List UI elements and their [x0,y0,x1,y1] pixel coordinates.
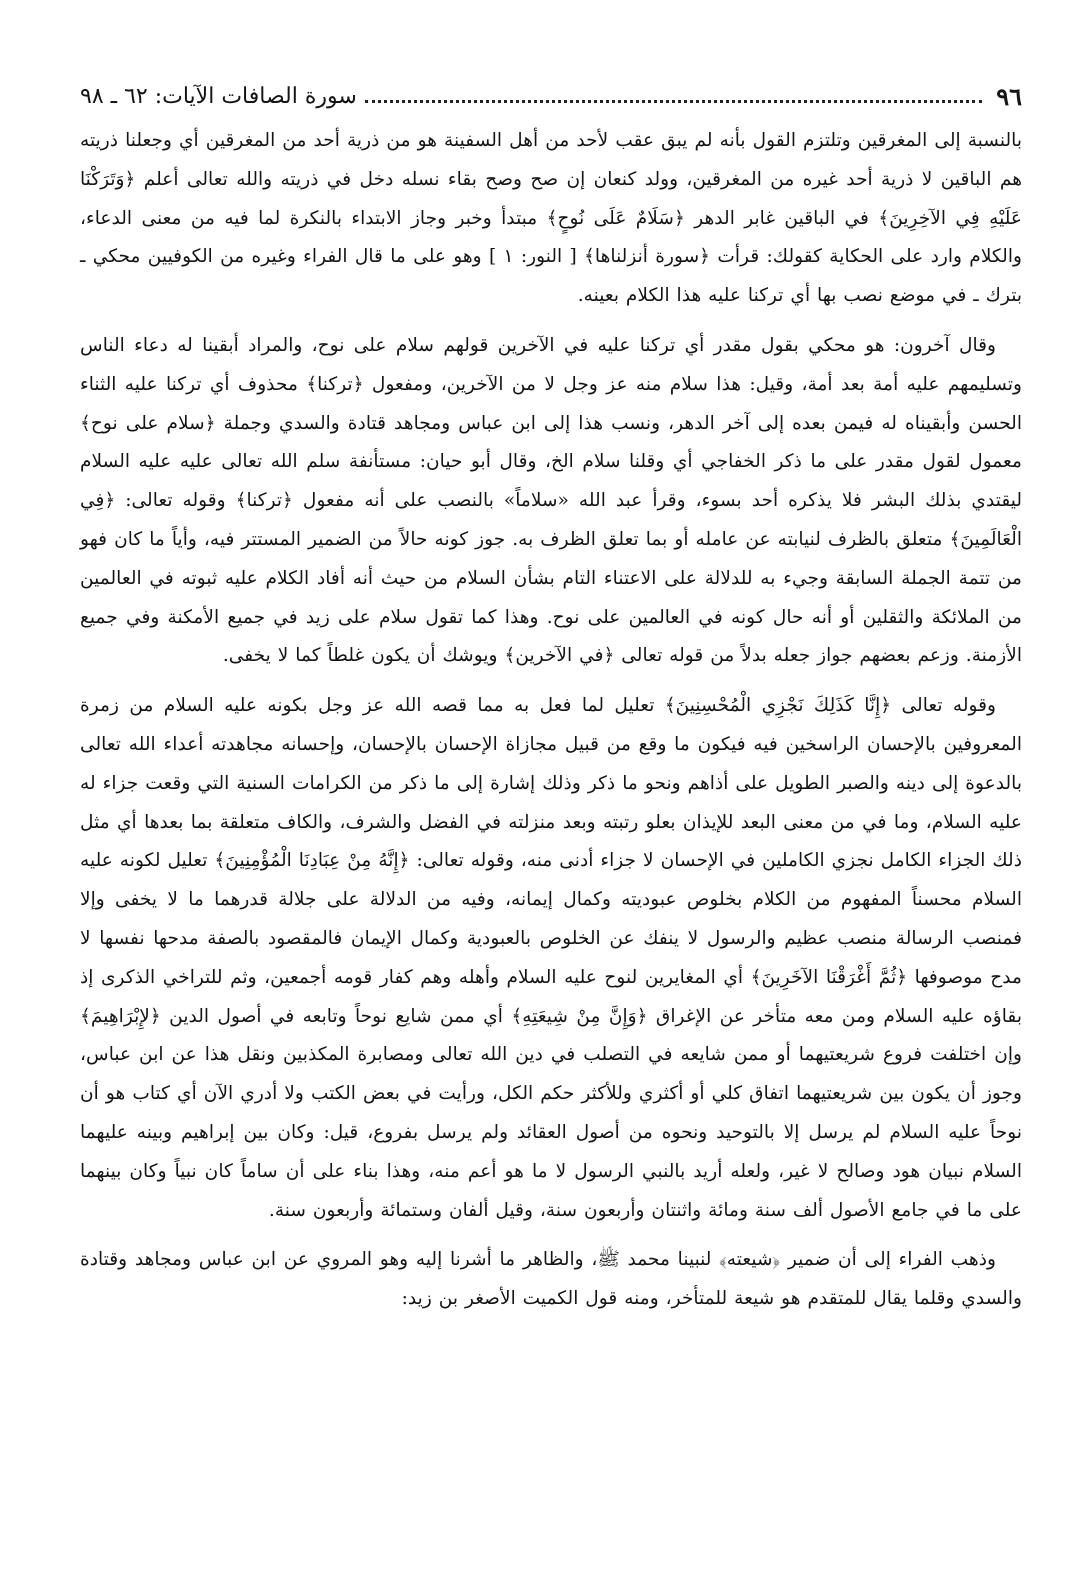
paragraph-3: وقوله تعالى ﴿إِنَّا كَذَلِكَ نَجْزِي الْمُحْسِنِينَ﴾ تعليل لما فعل به مما قصه الله عز وجل بكونه عليه السلام من زمرة المعروفين بالإحسان الراسخين فيه فيكون ما وقع من قبيل مجازاة الإحسان بالإحسان، وإحسانه مجاهدته أعداء الله تعالى بالدعوة إلى دينه والصبر الطويل على أذاهم ونحو ما ذكر وذلك إشارة إلى ما ذكر من الكرامات السنية التي وقعت جزاء له عليه السلام، وما في من معنى البعد للإيذان بعلو رتبته وبعد منزلته في الفضل والشرف، والكاف متعلقة بما بعدها أي مثل ذلك الجزاء الكامل نجزي الكاملين في الإحسان لا جزاء أدنى منه، وقوله تعالى: ﴿إِنَّهُ مِنْ عِبَادِنَا الْمُؤْمِنِينَ﴾ تعليل لكونه عليه السلام محسناً المفهوم من الكلام بخلوص عبوديته وكمال إيمانه، وفيه من الدلالة على جلالة قدرهما ما لا يخفى وإلا فمنصب الرسالة منصب عظيم والرسول لا ينفك عن الخلوص بالعبودية وكمال الإيمان فالمقصود بالصفة مدحها نفسها لا مدح موصوفها ﴿ثُمَّ أَغْرَقْنَا الآخَرِينَ﴾ أي المغايرين لنوح عليه السلام وأهله وهم كفار قومه أجمعين، وثم للتراخي الذكرى إذ بقاؤه عليه السلام ومن معه متأخر عن الإغراق ﴿وَإِنَّ مِنْ شِيعَتِهِ﴾ أي ممن شايع نوحاً وتابعه في أصول الدين ﴿لإِبْرَاهِيمَ﴾ وإن اختلفت فروع شريعتيهما أو ممن شايعه في التصلب في دين الله تعالى ومصابرة المكذبين ونقل هذا عن ابن عباس، وجوز أن يكون بين شريعتيهما اتفاق كلي أو أكثري وللأكثر حكم الكل، ورأيت في بعض الكتب ولا أدري الآن أي كتاب هو أن نوحاً عليه السلام لم يرسل إلا بالتوحيد ونحوه من أصول العقائد ولم يرسل بفروع، قيل: وكان بين إبراهيم وبينه عليهما السلام نبيان هود وصالح لا غير، ولعله أريد بالنبي الرسول لا ما هو أعم منه، وهذا بناء على أن ساماً كان نبياً وكان بينهما على ما في جامع الأصول ألف سنة ومائة واثنتان وأربعون سنة، وقيل ألفان وستمائة وأربعون سنة. [80,695,1022,1221]
page-number: ٩٦ [996,81,1022,111]
running-header [80,76,1022,116]
leader-dots [365,100,982,103]
paragraph-1: بالنسبة إلى المغرقين وتلتزم القول بأنه لم يبق عقب لأحد من أهل السفينة هو من ذرية أحد من المغرقين أي وجعلنا ذريته هم الباقين لا ذرية أحد غيره من المغرقين، وولد كنعان إن صح وصح بقاء نسله دخل في ذريته والله تعالى أعلم ﴿وَتَرَكْنَا عَلَيْهِ فِي الآخِرِينَ﴾ في الباقين غابر الدهر ﴿سَلَامٌ عَلَى نُوحٍ﴾ مبتدأ وخبر وجاز الابتداء بالنكرة لما فيه من معنى الدعاء، والكلام وارد على الحكاية كقولك: قرأت ﴿سورة أنزلناها﴾ [ النور: ١ ] وهو على ما قال الفراء وغيره من الكوفيين محكي ـ بترك ـ في موضع نصب بها أي تركنا عليه هذا الكلام بعينه. [80,130,1022,307]
paragraph-4: وذهب الفراء إلى أن ضمير ﴿شيعته﴾ لنبينا محمد ﷺ، والظاهر ما أشرنا إليه وهو المروي عن ابن عباس ومجاهد وقتادة والسدي وقلما يقال للمتقدم هو شيعة للمتأخر، ومنه قول الكميت الأصغر بن زيد: [80,1249,1022,1310]
surah-title: سورة الصافات الآيات: ٦٢ ـ ٩٨ [80,83,357,109]
body-text [80,122,1022,1319]
paragraph-2: وقال آخرون: هو محكي بقول مقدر أي تركنا عليه في الآخرين قولهم سلام على نوح، والمراد أبقينا له دعاء الناس وتسليمهم عليه أمة بعد أمة، وقيل: هذا سلام منه عز وجل لا من الآخرين، ومفعول ﴿تركنا﴾ محذوف أي تركنا عليه الثناء الحسن وأبقيناه له فيمن بعده إلى آخر الدهر، ونسب هذا إلى ابن عباس ومجاهد قتادة والسدي وجملة ﴿سلام على نوح﴾ معمول لقول مقدر على ما ذكر الخفاجي أي وقلنا سلام الخ، وقال أبو حيان: مستأنفة سلم الله تعالى عليه عليه السلام ليقتدي بذلك البشر فلا يذكره أحد بسوء، وقرأ عبد الله «سلاماً» بالنصب على أنه مفعول ﴿تركنا﴾ وقوله تعالى: ﴿فِي الْعَالَمِينَ﴾ متعلق بالظرف لنيابته عن عامله أو بما تعلق الظرف به. جوز كونه حالاً من الضمير المستتر فيه، وأياً ما كان فهو من تتمة الجملة السابقة وجيء به للدلالة على الاعتناء التام بشأن السلام من حيث أنه أفاد الكلام عليه ثبوته في العالمين من الملائكة والثقلين أو أنه حال كونه في العالمين على نوح. وهذا كما تقول سلام على زيد في جميع الأمكنة وفي جميع الأزمنة. وزعم بعضهم جواز جعله بدلاً من قوله تعالى ﴿في الآخرين﴾ ويوشك أن يكون غلطاً كما لا يخفى. [80,334,1022,667]
book-page [80,76,1022,1330]
